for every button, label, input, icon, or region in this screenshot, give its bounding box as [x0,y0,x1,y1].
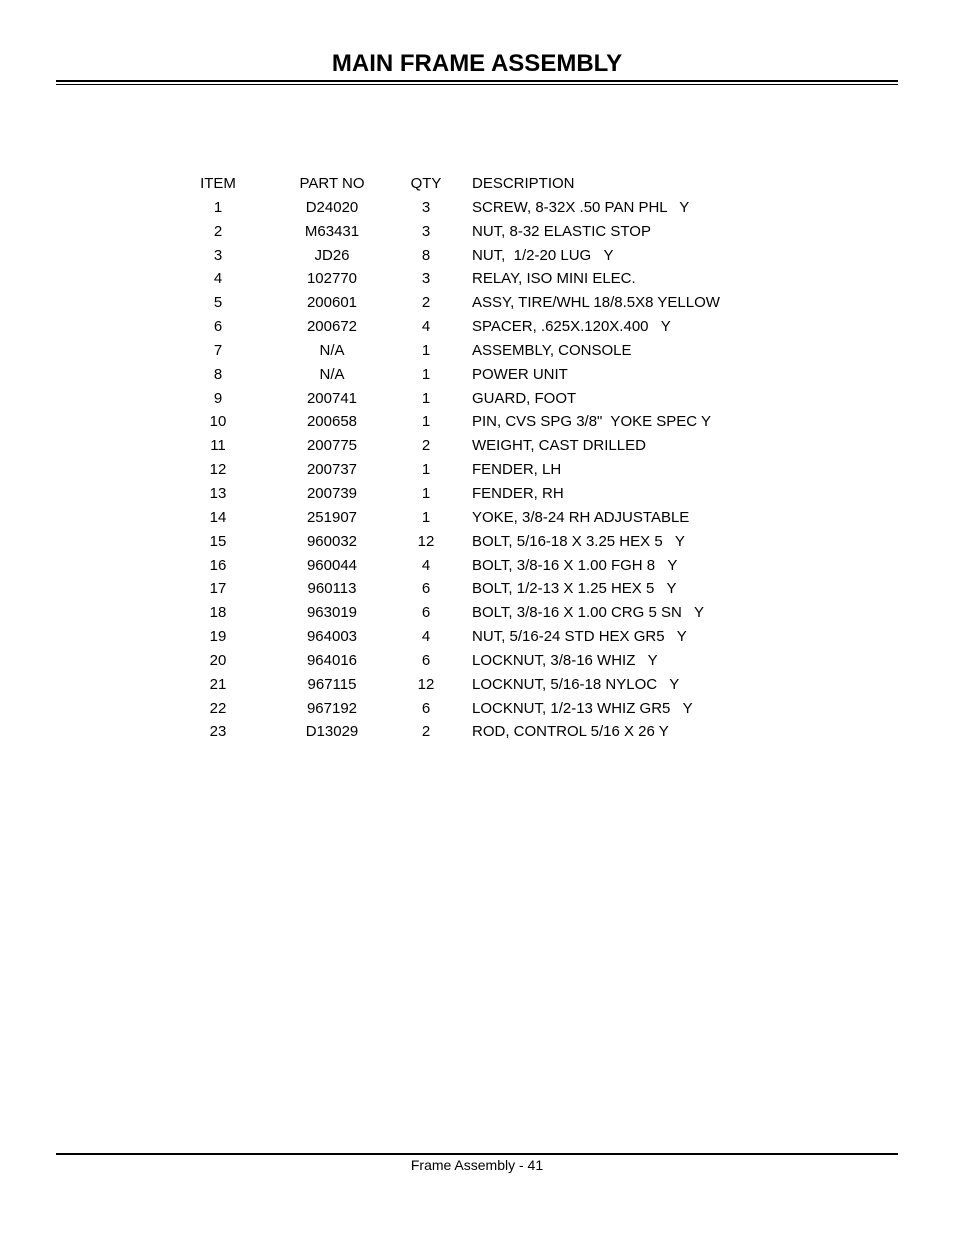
description-cell: NUT, 5/16-24 STD HEX GR5 Y [472,628,687,646]
table-row [0,434,954,458]
parts-table [0,172,954,744]
table-row [0,458,954,482]
quantity-cell: 1 [421,365,431,383]
item-number-cell: 8 [213,365,223,383]
description-cell: ASSEMBLY, CONSOLE [472,341,632,359]
part-number-cell: 200775 [306,437,358,455]
item-number-cell: 22 [209,699,227,717]
title-rule-thin [56,84,898,85]
item-number-cell: 19 [209,628,227,646]
table-row [0,577,954,601]
table-header-row [0,172,954,196]
part-number-cell: 964016 [306,651,358,669]
description-cell: NUT, 8-32 ELASTIC STOP [472,222,651,240]
table-row [0,697,954,721]
part-number-cell: 200739 [306,484,358,502]
table-row [0,267,954,291]
item-number-cell: 18 [209,604,227,622]
item-number-cell: 17 [209,580,227,598]
part-number-cell: 200658 [306,413,358,431]
part-number-cell: 200737 [306,461,358,479]
header-qty: QTY [410,175,442,192]
page-title: MAIN FRAME ASSEMBLY [331,50,623,77]
quantity-cell: 6 [421,580,431,598]
description-cell: WEIGHT, CAST DRILLED [472,437,646,455]
quantity-cell: 2 [421,294,431,312]
table-row [0,554,954,578]
quantity-cell: 6 [421,604,431,622]
description-cell: BOLT, 5/16-18 X 3.25 HEX 5 Y [472,532,685,550]
part-number-cell: 200672 [306,318,358,336]
description-cell: ROD, CONTROL 5/16 X 26 Y [472,723,669,741]
description-cell: POWER UNIT [472,365,568,383]
description-cell: GUARD, FOOT [472,389,577,407]
part-number-cell: M63431 [304,222,360,240]
part-number-cell: 200601 [306,294,358,312]
page-footer: Frame Assembly - 41 [410,1157,544,1173]
description-cell: PIN, CVS SPG 3/8" YOKE SPEC Y [472,413,712,431]
table-row [0,601,954,625]
table-row [0,673,954,697]
description-cell: YOKE, 3/8-24 RH ADJUSTABLE [472,508,690,526]
item-number-cell: 13 [209,484,227,502]
table-row [0,625,954,649]
item-number-cell: 4 [213,270,223,288]
quantity-cell: 2 [421,437,431,455]
part-number-cell: 967192 [306,699,358,717]
item-number-cell: 12 [209,461,227,479]
part-number-cell: 960032 [306,532,358,550]
item-number-cell: 20 [209,651,227,669]
part-number-cell: 963019 [306,604,358,622]
item-number-cell: 2 [213,222,223,240]
quantity-cell: 1 [421,413,431,431]
item-number-cell: 7 [213,341,223,359]
header-item: ITEM [200,175,236,192]
quantity-cell: 12 [417,532,435,550]
quantity-cell: 4 [421,556,431,574]
table-row [0,291,954,315]
description-cell: BOLT, 3/8-16 X 1.00 FGH 8 Y [472,556,678,574]
part-number-cell: 102770 [306,270,358,288]
item-number-cell: 9 [213,389,223,407]
part-number-cell: D13029 [305,723,359,741]
quantity-cell: 6 [421,651,431,669]
table-row [0,244,954,268]
description-cell: LOCKNUT, 3/8-16 WHIZ Y [472,651,658,669]
part-number-cell: N/A [319,341,345,359]
part-number-cell: 960044 [306,556,358,574]
quantity-cell: 3 [421,270,431,288]
table-row [0,649,954,673]
part-number-cell: D24020 [305,198,359,216]
table-row [0,530,954,554]
item-number-cell: 6 [213,318,223,336]
description-cell: SPACER, .625X.120X.400 Y [472,318,671,336]
header-description: DESCRIPTION [472,175,575,192]
table-row [0,315,954,339]
description-cell: LOCKNUT, 5/16-18 NYLOC Y [472,675,680,693]
quantity-cell: 6 [421,699,431,717]
table-row [0,196,954,220]
item-number-cell: 23 [209,723,227,741]
quantity-cell: 12 [417,675,435,693]
item-number-cell: 11 [210,437,226,455]
description-cell: LOCKNUT, 1/2-13 WHIZ GR5 Y [472,699,693,717]
part-number-cell: 967115 [307,675,357,693]
part-number-cell: 964003 [306,628,358,646]
table-row [0,720,954,744]
quantity-cell: 1 [421,341,431,359]
quantity-cell: 3 [421,198,431,216]
quantity-cell: 4 [421,318,431,336]
part-number-cell: JD26 [314,246,350,264]
table-row [0,387,954,411]
table-row [0,410,954,434]
table-row [0,363,954,387]
item-number-cell: 21 [209,675,227,693]
part-number-cell: 960113 [307,580,357,598]
item-number-cell: 15 [209,532,227,550]
quantity-cell: 1 [421,484,431,502]
item-number-cell: 10 [209,413,227,431]
item-number-cell: 3 [213,246,223,264]
description-cell: FENDER, RH [472,484,564,502]
title-rule-thick [56,80,898,82]
table-body [0,196,954,744]
description-cell: BOLT, 1/2-13 X 1.25 HEX 5 Y [472,580,677,598]
footer-rule [56,1153,898,1155]
item-number-cell: 1 [213,198,223,216]
description-cell: SCREW, 8-32X .50 PAN PHL Y [472,198,690,216]
quantity-cell: 2 [421,723,431,741]
table-row [0,506,954,530]
part-number-cell: N/A [319,365,345,383]
description-cell: BOLT, 3/8-16 X 1.00 CRG 5 SN Y [472,604,705,622]
table-row [0,220,954,244]
item-number-cell: 5 [213,294,223,312]
quantity-cell: 1 [421,461,431,479]
item-number-cell: 14 [209,508,227,526]
part-number-cell: 251907 [306,508,358,526]
item-number-cell: 16 [209,556,227,574]
quantity-cell: 1 [421,389,431,407]
description-cell: NUT, 1/2-20 LUG Y [472,246,614,264]
table-row [0,482,954,506]
description-cell: ASSY, TIRE/WHL 18/8.5X8 YELLOW [472,294,720,312]
part-number-cell: 200741 [306,389,358,407]
description-cell: RELAY, ISO MINI ELEC. [472,270,636,288]
table-row [0,339,954,363]
quantity-cell: 1 [421,508,431,526]
quantity-cell: 3 [421,222,431,240]
header-part-no: PART NO [299,175,365,192]
quantity-cell: 4 [421,628,431,646]
description-cell: FENDER, LH [472,461,562,479]
quantity-cell: 8 [421,246,431,264]
